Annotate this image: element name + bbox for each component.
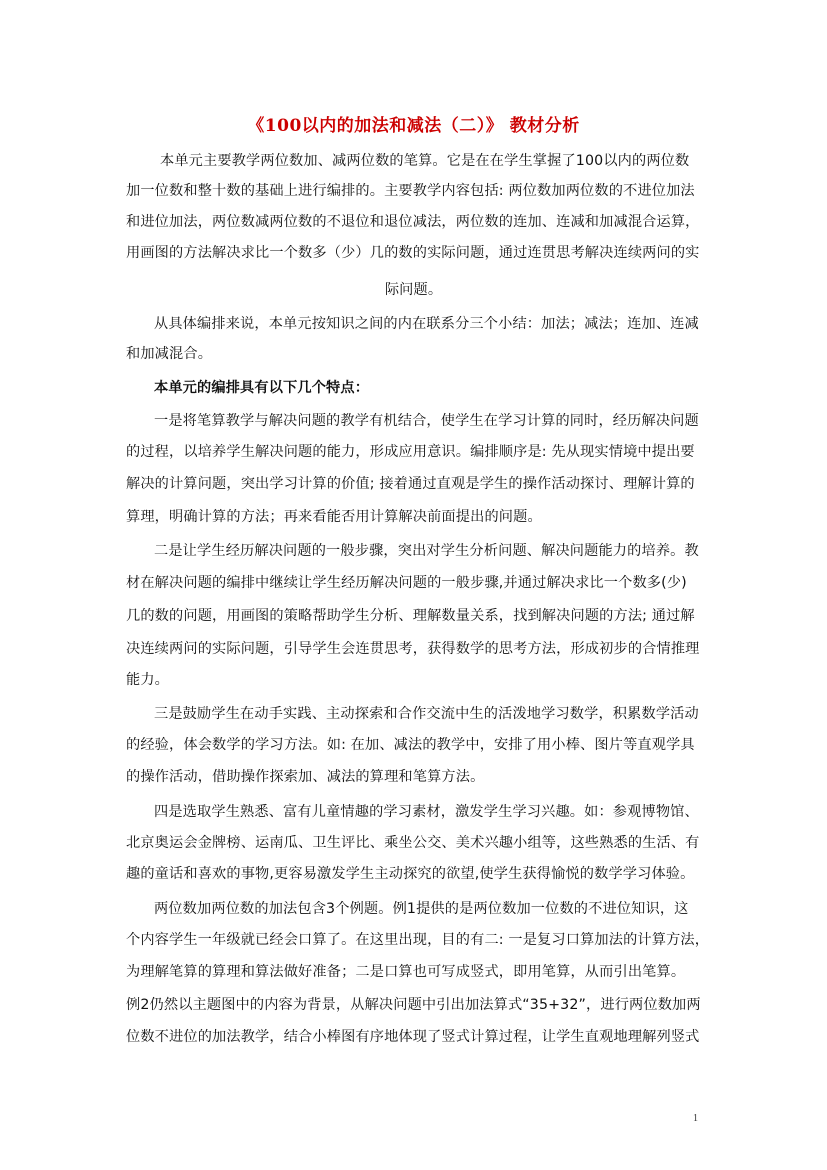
paragraph-line: 用画图的方法解决求比一个数多（少）几的数的实际问题，通过连贯思考解决连续两问的实 (126, 245, 700, 261)
paragraph-line: 三是鼓励学生在动手实践、主动探索和合作交流中生的活泼地学习数学，积累数学活动 (154, 706, 699, 722)
paragraph-line: 际问题。 (384, 282, 443, 298)
paragraph-line: 趣的童话和喜欢的事物,更容易激发学生主动探究的欲望,使学生获得愉悦的数学学习体验。 (126, 866, 695, 882)
paragraph-line: 和进位加法，两位数减两位数的不退位和退位减法，两位数的连加、连减和加减混合运算， (126, 214, 700, 230)
document-title: 《100以内的加法和减法（二）》 教材分析 (247, 116, 580, 136)
paragraph-line: 例2仍然以主题图中的内容为背景，从解决问题中引出加法算式“35+32”，进行两位数加两 (126, 997, 701, 1013)
paragraph-line: 四是选取学生熟悉、富有儿童情趣的学习素材，激发学生学习兴趣。如：参观博物馆、 (154, 804, 699, 820)
paragraph-line: 解决的计算问题，突出学习计算的价值; 接着通过直观是学生的操作活动探讨、理解计算的 (126, 476, 695, 492)
paragraph-line: 一是将笔算教学与解决问题的教学有机结合，使学生在学习计算的同时，经历解决问题 (154, 413, 699, 429)
paragraph-line: 位数不进位的加法教学，结合小棒图有序地体现了竖式计算过程，让学生直观地理解列竖式 (126, 1029, 700, 1045)
paragraph-line: 的过程，以培养学生解决问题的能力，形成应用意识。编排顺序是: 先从现实情境中提出要 (126, 444, 695, 460)
paragraph-line: 算理，明确计算的方法；再来看能否用计算解决前面提出的问题。 (126, 509, 542, 525)
paragraph-line: 的经验，体会数学的学习方法。如: 在加、减法的教学中，安排了用小棒、图片等直观学具 (126, 737, 695, 753)
paragraph-line: 能力。 (126, 672, 170, 688)
paragraph-line: 二是让学生经历解决问题的一般步骤，突出对学生分析问题、解决问题能力的培养。教 (154, 543, 699, 559)
paragraph-line: 北京奥运会金牌榜、运南瓜、卫生评比、乘坐公交、美术兴趣小组等，这些熟悉的生活、有 (126, 835, 700, 851)
paragraph-line: 决连续两问的实际问题，引导学生会连贯思考，获得数学的思考方法，形成初步的合情推理 (126, 641, 700, 657)
section-heading: 本单元的编排具有以下几个特点： (154, 380, 370, 396)
paragraph-line: 的操作活动，借助操作探索加、减法的算理和笔算方法。 (126, 769, 485, 785)
paragraph-line: 两位数加两位数的加法包含3个例题。例1提供的是两位数加一位数的不进位知识，这 (154, 901, 689, 917)
page-number: 1 (693, 1113, 698, 1124)
paragraph-line: 个内容学生一年级就已经会口算了。在这里出现，目的有二: 一是复习口算加法的计算方法， (126, 932, 710, 948)
paragraph-line: 材在解决问题的编排中继续让学生经历解决问题的一般步骤,并通过解决求比一个数多(少) (126, 575, 687, 591)
paragraph-line: 几的数的问题，用画图的策略帮助学生分析、理解数量关系，找到解决问题的方法; 通过解 (126, 608, 695, 624)
paragraph-line: 和加减混合。 (126, 346, 213, 362)
paragraph-line: 加一位数和整十数的基础上进行编排的。主要教学内容包括: 两位数加两位数的不进位加法 (126, 183, 695, 199)
paragraph-line: 从具体编排来说，本单元按知识之间的内在联系分三个小结：加法；减法；连加、连减 (154, 316, 699, 332)
paragraph-line: 为理解笔算的算理和算法做好准备；二是口算也可写成竖式，即用笔算，从而引出笔算。 (126, 964, 686, 980)
paragraph-line: 本单元主要教学两位数加、减两位数的笔算。它是在在学生掌握了100以内的两位数 (160, 153, 690, 169)
